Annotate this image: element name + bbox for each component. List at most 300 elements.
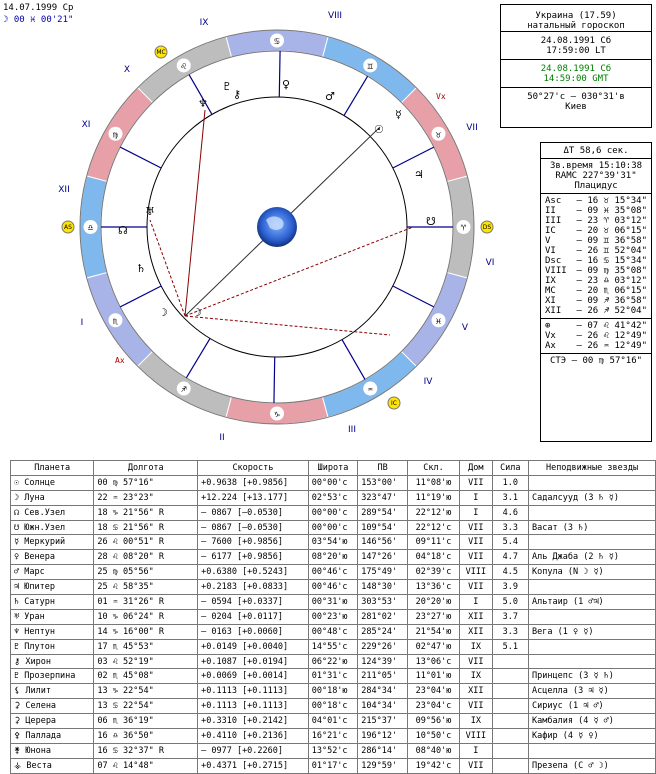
table-cell: 08°20'ю <box>308 550 358 565</box>
table-cell: 153°00' <box>358 475 408 490</box>
house-cusp-row <box>541 266 651 276</box>
table-cell: 175°49' <box>358 565 408 580</box>
table-cell: 00°18'ю <box>308 684 358 699</box>
ascendant-label: AS <box>64 224 72 231</box>
table-cell <box>492 654 528 669</box>
house-cusp-line <box>393 147 434 168</box>
table-cell: 147°26' <box>358 550 408 565</box>
house-cusp-value: – 26 ♐ 52°04" <box>576 306 647 316</box>
extra-point-row <box>541 341 651 351</box>
table-cell: 284°34' <box>358 684 408 699</box>
table-cell: 00°00'c <box>308 520 358 535</box>
lt-date: 24.08.1991 Сб <box>540 36 612 46</box>
house-number-label: VII <box>466 123 478 133</box>
table-cell: 11°19'ю <box>407 490 459 505</box>
table-row[interactable] <box>11 669 656 684</box>
delta-t: ΔT 58,6 сек. <box>563 146 629 156</box>
table-cell: 11°01'ю <box>407 669 459 684</box>
table-cell: 01 ♒ 31°26" R <box>94 595 198 610</box>
table-cell: +0.9638 [+0.9856] <box>198 475 309 490</box>
table-cell: 3.3 <box>492 624 528 639</box>
table-cell: – 0594 [+0.0337] <box>198 595 309 610</box>
table-cell: – 0163 [+0.0060] <box>198 624 309 639</box>
table-cell <box>492 743 528 758</box>
house-cusp-name: II <box>545 206 556 216</box>
table-cell <box>529 580 656 595</box>
table-row[interactable] <box>11 550 656 565</box>
table-cell: Асцелла (3 ♃ ☿) <box>529 684 656 699</box>
table-cell: ☉ Солнце <box>11 475 94 490</box>
table-cell: 109°54' <box>358 520 408 535</box>
house-number-label: II <box>219 433 225 443</box>
house-cusp-name: XI <box>545 296 556 306</box>
table-cell: 06°22'ю <box>308 654 358 669</box>
table-cell: 17 ♏ 45°53" <box>94 639 198 654</box>
table-cell: 10°50'c <box>407 729 459 744</box>
planet-glyphs <box>118 78 436 319</box>
table-cell: ☿ Меркурий <box>11 535 94 550</box>
table-cell: 16 ♋ 32°37" R <box>94 743 198 758</box>
table-cell: 286°14' <box>358 743 408 758</box>
zodiac-sign-glyph: ♐ <box>181 385 187 396</box>
houses-box <box>540 142 652 442</box>
table-cell <box>492 714 528 729</box>
table-cell: 13 ♑ 22°54" <box>94 684 198 699</box>
table-cell: Васат (3 ♄) <box>529 520 656 535</box>
table-header: Неподвижные звезды <box>529 461 656 476</box>
table-cell: ♄ Сатурн <box>11 595 94 610</box>
table-cell: 02°39'c <box>407 565 459 580</box>
aspect-line <box>185 227 413 316</box>
table-cell: 303°53' <box>358 595 408 610</box>
table-row[interactable] <box>11 609 656 624</box>
table-cell: I <box>460 505 492 520</box>
table-cell: Сириус (1 ♃ ♂) <box>529 699 656 714</box>
table-row[interactable] <box>11 684 656 699</box>
house-cusp-name: Asc <box>545 196 562 206</box>
table-cell: Кафир (4 ☿ ♀) <box>529 729 656 744</box>
table-cell: 21°54'ю <box>407 624 459 639</box>
house-cusp-value: – 23 ♎ 03°12" <box>576 276 647 286</box>
house-cusp-row <box>541 276 651 286</box>
moon-glyph-outer[interactable]: ☽ <box>158 306 168 319</box>
table-cell: VII <box>460 758 492 773</box>
table-row[interactable] <box>11 535 656 550</box>
table-cell: 00°48'c <box>308 624 358 639</box>
aspect-line <box>185 316 390 335</box>
table-cell: XII <box>460 609 492 624</box>
table-row[interactable] <box>11 565 656 580</box>
table-cell: 229°26' <box>358 639 408 654</box>
chiron-glyph[interactable]: ⚷ <box>233 88 242 101</box>
table-header: Скл. <box>407 461 459 476</box>
table-header: Долгота <box>94 461 198 476</box>
table-cell <box>529 505 656 520</box>
table-header: ПВ <box>358 461 408 476</box>
table-cell <box>492 758 528 773</box>
table-cell: +0.4110 [+0.2136] <box>198 729 309 744</box>
table-cell: VII <box>460 699 492 714</box>
table-cell: ⚳ Селена <box>11 699 94 714</box>
table-cell: 04°18'c <box>407 550 459 565</box>
table-cell: 00 ♍ 57°16" <box>94 475 198 490</box>
table-cell: +0.0069 [+0.0014] <box>198 669 309 684</box>
table-cell: ☽ Луна <box>11 490 94 505</box>
house-cusp-name: Dsc <box>545 256 562 266</box>
table-cell: 289°54' <box>358 505 408 520</box>
table-row[interactable] <box>11 624 656 639</box>
horoscope-wheel <box>0 0 500 455</box>
table-cell: 18 ♋ 21°56" R <box>94 520 198 535</box>
house-cusp-line <box>393 286 434 307</box>
house-cusp-row <box>541 196 651 206</box>
table-cell: 11°08'ю <box>407 475 459 490</box>
table-cell: 129°59' <box>358 758 408 773</box>
table-cell: 215°37' <box>358 714 408 729</box>
table-cell: +0.1113 [+0.1113] <box>198 684 309 699</box>
house-cusp-row <box>541 306 651 316</box>
house-cusp-row <box>541 296 651 306</box>
table-cell: ♀ Венера <box>11 550 94 565</box>
saturn-glyph[interactable]: ♄ <box>136 262 146 275</box>
zodiac-sign-glyph: ♌ <box>181 61 187 72</box>
table-cell <box>529 535 656 550</box>
mc-label: MC <box>156 49 166 56</box>
table-cell: ⚶ Веста <box>11 758 94 773</box>
ic-label: IC <box>391 400 397 407</box>
house-cusp-line <box>120 147 161 168</box>
table-cell: 09°11'c <box>407 535 459 550</box>
table-row[interactable] <box>11 505 656 520</box>
header-moon: ☽ 00 ♓ 00'21" <box>3 15 74 25</box>
table-cell: 00°31'ю <box>308 595 358 610</box>
table-cell: Принцепс (3 ☿ ♄) <box>529 669 656 684</box>
mars-glyph[interactable]: ♂ <box>325 90 335 103</box>
house-number-label: VIII <box>327 11 343 21</box>
house-cusp-list <box>541 196 651 316</box>
table-row[interactable] <box>11 699 656 714</box>
table-cell: 3.1 <box>492 490 528 505</box>
house-number-label: IX <box>199 18 209 28</box>
table-cell: 02°47'ю <box>407 639 459 654</box>
table-row[interactable] <box>11 743 656 758</box>
table-cell: I <box>460 595 492 610</box>
house-cusp-value: – 20 ♉ 06°15" <box>576 226 647 236</box>
aspect-line <box>150 220 185 316</box>
table-cell <box>492 669 528 684</box>
table-cell: 16°21'c <box>308 729 358 744</box>
table-cell: VIII <box>460 729 492 744</box>
table-cell: 323°47' <box>358 490 408 505</box>
table-cell: 5.4 <box>492 535 528 550</box>
table-cell: 02 ♏ 45°08" <box>94 669 198 684</box>
table-cell: – 0977 [+0.2260] <box>198 743 309 758</box>
ramc: RAMC 227°39'31" <box>555 171 637 181</box>
table-cell: 00°18'c <box>308 699 358 714</box>
planets-table <box>10 460 656 774</box>
zodiac-sign-glyph: ♒ <box>367 385 373 396</box>
table-cell: 03°54'ю <box>308 535 358 550</box>
zodiac-sign-glyph: ♍ <box>112 130 119 141</box>
house-cusp-name: V <box>545 236 551 246</box>
info-title: Украина (17.59) <box>535 11 617 21</box>
table-cell: 00°46'c <box>308 565 358 580</box>
table-cell: +0.6380 [+0.5243] <box>198 565 309 580</box>
house-cusp-value: – 09 ♍ 35°08" <box>576 266 647 276</box>
table-row[interactable] <box>11 714 656 729</box>
lt-time: 17:59:00 LT <box>546 46 606 56</box>
table-cell: 25 ♌ 58°35" <box>94 580 198 595</box>
table-cell <box>492 729 528 744</box>
table-cell: 06 ♏ 36°19" <box>94 714 198 729</box>
table-cell: ♇ Прозерпина <box>11 669 94 684</box>
neptune-glyph[interactable]: ♆ <box>198 97 208 110</box>
table-cell: 26 ♌ 00°51" R <box>94 535 198 550</box>
table-cell: Презепа (С ♂ ☽) <box>529 758 656 773</box>
house-cusp-value: – 26 ♊ 52°04" <box>576 246 647 256</box>
pluto-glyph[interactable]: ♇ <box>222 80 232 93</box>
table-cell: 13 ♋ 22°54" <box>94 699 198 714</box>
table-cell: 08°40'ю <box>407 743 459 758</box>
table-cell: 10 ♑ 06°24" R <box>94 609 198 624</box>
house-cusp-row <box>541 206 651 216</box>
table-cell <box>529 743 656 758</box>
descendant-label: DS <box>482 224 492 231</box>
table-cell: 4.6 <box>492 505 528 520</box>
table-cell: 28 ♌ 08°20" R <box>94 550 198 565</box>
mercury-glyph[interactable]: ☿ <box>395 108 402 121</box>
table-cell: 09°56'ю <box>407 714 459 729</box>
house-cusp-name: VIII <box>545 266 567 276</box>
extra-point-row <box>541 321 651 331</box>
table-cell: – 6177 [+0.9856] <box>198 550 309 565</box>
table-cell: VIII <box>460 565 492 580</box>
house-cusp-value: – 23 ♈ 03°12" <box>576 216 647 226</box>
vertex-label: Vx <box>436 92 446 101</box>
extra-point-value: – 07 ♌ 41°42" <box>576 321 647 331</box>
table-cell <box>529 609 656 624</box>
table-cell: 19°42'c <box>407 758 459 773</box>
house-cusp-value: – 16 ♋ 15°34" <box>576 256 647 266</box>
table-cell: 22°12'ю <box>407 505 459 520</box>
house-cusp-value: – 16 ♉ 15°34" <box>576 196 647 206</box>
table-cell: 146°56' <box>358 535 408 550</box>
zodiac-sign-glyph: ♊ <box>367 61 373 72</box>
city: Киев <box>565 102 587 112</box>
house-cusp-name: IC <box>545 226 556 236</box>
southnode-glyph[interactable]: ☋ <box>426 215 436 228</box>
table-row[interactable] <box>11 758 656 773</box>
table-row[interactable] <box>11 729 656 744</box>
house-number-label: I <box>80 318 84 328</box>
table-cell: +0.2183 [+0.0833] <box>198 580 309 595</box>
zodiac-sign-glyph: ♓ <box>435 316 442 327</box>
table-header: Сила <box>492 461 528 476</box>
table-cell: 00°23'ю <box>308 609 358 624</box>
table-cell: ♅ Уран <box>11 609 94 624</box>
table-row[interactable] <box>11 654 656 669</box>
table-cell: – 7600 [+0.9856] <box>198 535 309 550</box>
table-cell: – 0867 [–0.0530] <box>198 505 309 520</box>
table-cell: 281°02' <box>358 609 408 624</box>
house-number-label: IV <box>423 377 433 387</box>
house-cusp-line <box>344 76 368 115</box>
house-cusp-line <box>274 357 275 403</box>
node-glyph[interactable]: ☊ <box>118 224 128 237</box>
table-header: Скорость <box>198 461 309 476</box>
house-cusp-row <box>541 236 651 246</box>
extra-point-name: Vx <box>545 331 556 341</box>
table-cell: 4.7 <box>492 550 528 565</box>
table-cell: 07 ♌ 14°48" <box>94 758 198 773</box>
house-cusp-line <box>186 338 210 377</box>
table-cell: ♇ Плутон <box>11 639 94 654</box>
table-cell: VII <box>460 535 492 550</box>
info-subtitle: натальный гороскоп <box>527 21 625 31</box>
table-cell: ☋ Южн.Узел <box>11 520 94 535</box>
table-cell: 5.1 <box>492 639 528 654</box>
table-cell: 1.0 <box>492 475 528 490</box>
zodiac-sign-glyph: ♋ <box>274 37 280 47</box>
extra-points-list <box>541 321 651 351</box>
table-cell: 04°01'c <box>308 714 358 729</box>
table-cell: 25 ♍ 05°56" <box>94 565 198 580</box>
table-cell: Садалсууд (3 ♄ ☿) <box>529 490 656 505</box>
table-cell: Камбалия (4 ☿ ♂) <box>529 714 656 729</box>
table-cell: IX <box>460 639 492 654</box>
house-cusp-row <box>541 286 651 296</box>
table-row[interactable] <box>11 639 656 654</box>
table-row[interactable] <box>11 490 656 505</box>
table-cell: 23°04'ю <box>407 684 459 699</box>
house-system: Плацидус <box>574 181 618 191</box>
table-cell: XII <box>460 684 492 699</box>
house-number-label: XI <box>81 120 91 130</box>
table-cell: 23°04'c <box>407 699 459 714</box>
ste: СТЭ – 00 ♍ 57°16" <box>549 356 643 366</box>
house-number-label: V <box>461 323 469 333</box>
table-cell: IX <box>460 714 492 729</box>
table-cell: 16 ♎ 36°50" <box>94 729 198 744</box>
table-cell: VII <box>460 580 492 595</box>
house-cusp-name: IX <box>545 276 556 286</box>
table-cell: 13°06'c <box>407 654 459 669</box>
table-cell: ♆ Нептун <box>11 624 94 639</box>
table-row[interactable] <box>11 580 656 595</box>
table-cell: I <box>460 490 492 505</box>
table-cell: 00°00'c <box>308 475 358 490</box>
extra-point-row <box>541 331 651 341</box>
table-cell: 104°34' <box>358 699 408 714</box>
table-cell: +0.0149 [+0.0040] <box>198 639 309 654</box>
table-cell: 124°39' <box>358 654 408 669</box>
table-cell: 3.3 <box>492 520 528 535</box>
gmt-date: 24.08.1991 Сб <box>540 64 612 74</box>
house-cusp-name: XII <box>545 306 562 316</box>
zodiac-sign-glyph: ♈ <box>460 223 467 234</box>
house-cusp-line <box>279 51 280 97</box>
extra-point-name: ⊕ <box>545 321 551 331</box>
table-header: Планета <box>11 461 94 476</box>
table-cell: +0.1113 [+0.1113] <box>198 699 309 714</box>
table-header: Дом <box>460 461 492 476</box>
info-box <box>500 4 652 128</box>
gmt-time: 14:59:00 GMT <box>543 74 609 84</box>
table-row[interactable] <box>11 595 656 610</box>
table-cell: ⚳ Церера <box>11 714 94 729</box>
table-cell: 5.0 <box>492 595 528 610</box>
table-cell: I <box>460 743 492 758</box>
extra-point-value: – 26 ♌ 12°49" <box>576 331 647 341</box>
table-cell: Аль Джаба (2 ♄ ☿) <box>529 550 656 565</box>
table-cell: 23°27'ю <box>407 609 459 624</box>
zodiac-sign-glyph: ♎ <box>87 223 94 234</box>
coords: 50°27'c – 030°31'в <box>527 92 625 102</box>
table-cell: 14 ♑ 16°00" R <box>94 624 198 639</box>
venus-glyph[interactable]: ♀ <box>282 78 291 91</box>
table-cell: 196°12' <box>358 729 408 744</box>
table-cell: Копула (N ☽ ☿) <box>529 565 656 580</box>
table-cell: 148°30' <box>358 580 408 595</box>
aspect-line <box>185 110 205 316</box>
header-date: 14.07.1999 Ср <box>3 3 74 13</box>
table-cell: – 0867 [–0.0530] <box>198 520 309 535</box>
extra-point-value: – 26 ♒ 12°49" <box>576 341 647 351</box>
house-cusp-row <box>541 256 651 266</box>
uranus-glyph[interactable]: ♅ <box>145 205 155 218</box>
sun-glyph[interactable]: ☉ <box>374 123 384 136</box>
house-cusp-row <box>541 226 651 236</box>
house-number-label: X <box>123 65 131 75</box>
house-cusp-name: MC <box>545 286 556 296</box>
table-cell: ⚵ Юнона <box>11 743 94 758</box>
table-cell: Вега (1 ♀ ☿) <box>529 624 656 639</box>
house-cusp-value: – 20 ♏ 06°15" <box>576 286 647 296</box>
table-header: Широта <box>308 461 358 476</box>
table-cell: VII <box>460 520 492 535</box>
table-cell: 01°17'c <box>308 758 358 773</box>
zodiac-sign-glyph: ♏ <box>112 316 119 327</box>
jupiter-glyph[interactable]: ♃ <box>414 168 424 181</box>
table-cell: 20°20'ю <box>407 595 459 610</box>
house-cusp-value: – 09 ♊ 36°58" <box>576 236 647 246</box>
table-cell: +0.1087 [+0.0194] <box>198 654 309 669</box>
table-cell: 13°36'c <box>407 580 459 595</box>
table-row[interactable] <box>11 520 656 535</box>
table-cell: – 0204 [+0.0117] <box>198 609 309 624</box>
table-cell: 3.9 <box>492 580 528 595</box>
table-cell: 18 ♑ 21°56" R <box>94 505 198 520</box>
table-cell: Альтаир (1 ♂♃) <box>529 595 656 610</box>
moon-glyph[interactable]: ☽ <box>192 306 202 319</box>
house-cusp-line <box>342 340 365 380</box>
antivertex-label: Ax <box>115 356 125 365</box>
table-cell: VII <box>460 654 492 669</box>
table-row[interactable] <box>11 475 656 490</box>
table-cell: XII <box>460 624 492 639</box>
table-cell <box>492 699 528 714</box>
table-cell: 02°53'c <box>308 490 358 505</box>
house-cusp-value: – 09 ♐ 36°58" <box>576 296 647 306</box>
table-cell <box>492 684 528 699</box>
house-cusp-name: VI <box>545 246 556 256</box>
table-cell: 3.7 <box>492 609 528 624</box>
table-cell: ⚴ Паллада <box>11 729 94 744</box>
sidereal-time: Зв.время 15:10:38 <box>549 161 643 171</box>
table-cell: VII <box>460 475 492 490</box>
house-cusp-row <box>541 246 651 256</box>
table-cell <box>529 639 656 654</box>
